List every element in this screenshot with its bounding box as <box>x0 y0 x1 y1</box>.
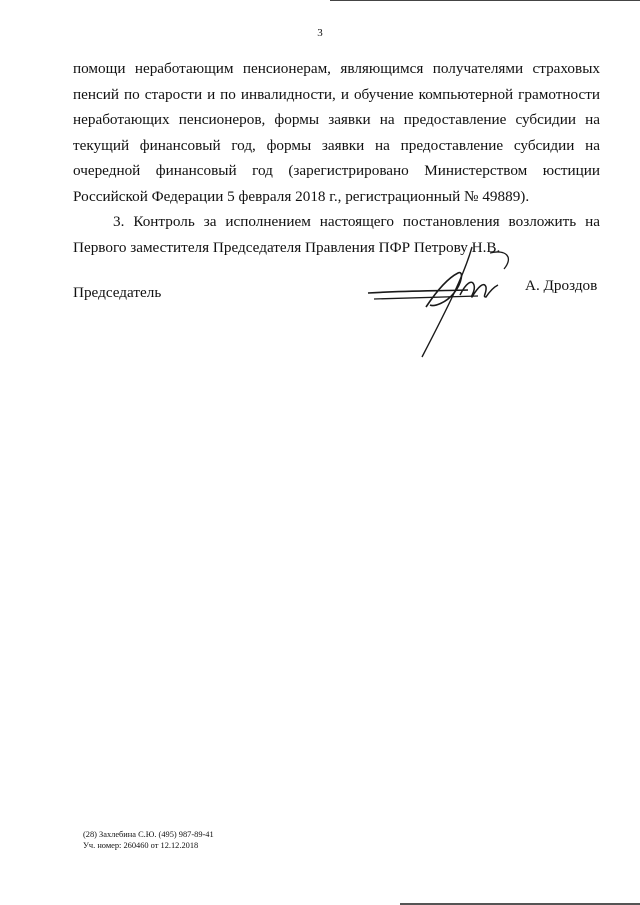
paragraph-2-line: 3. Контроль за исполнением настоящего постановления возложить на <box>113 213 600 230</box>
paragraph-1 <box>73 56 600 210</box>
scan-edge-top <box>330 0 640 1</box>
handwritten-signature <box>360 235 520 370</box>
paragraph-1-line: Российской Федерации 5 февраля 2018 г., регистрационный № 49889). <box>73 187 530 205</box>
paragraph-1-line: очередной финансовый год (зарегистрировано Министерством юстиции <box>73 162 600 180</box>
page-number: 3 <box>317 27 323 39</box>
signatory-title: Председатель <box>73 284 162 301</box>
footer-note <box>83 829 214 851</box>
footer-executor: (28) Захлебина С.Ю. (495) 987-89-41 <box>83 830 214 839</box>
paragraph-1-line: помощи неработающим пенсионерам, являющимся получателями страховых <box>73 60 600 77</box>
paragraph-1-line: текущий финансовый год, формы заявки на предоставление субсидии на <box>73 136 600 154</box>
paragraph-2 <box>73 209 600 260</box>
footer-registration: Уч. номер: 260460 от 12.12.2018 <box>83 841 199 850</box>
signatory-name: А. Дроздов <box>525 277 598 294</box>
signature-icon <box>360 235 520 365</box>
paragraph-1-line: неработающих пенсионеров, формы заявки на предоставление субсидии на <box>73 111 600 129</box>
paragraph-2-line: Первого заместителя Председателя Правления ПФР Петрову Н.В. <box>73 238 501 256</box>
paragraph-1-line: пенсий по старости и по инвалидности, и обучение компьютерной грамотности <box>73 85 600 103</box>
